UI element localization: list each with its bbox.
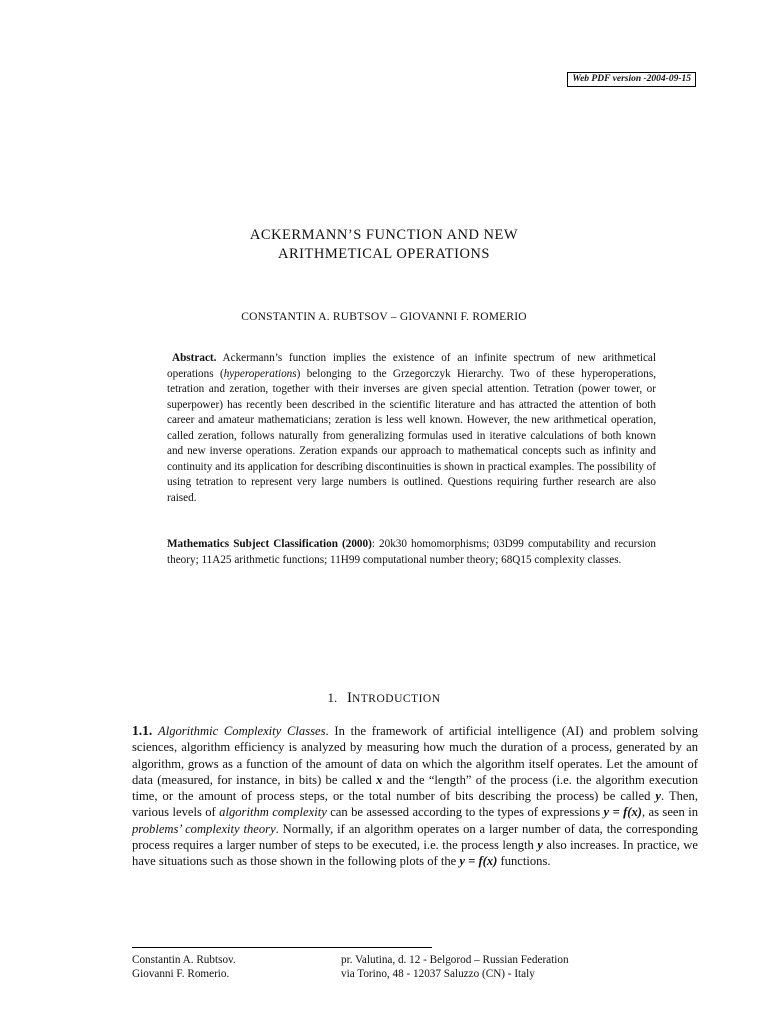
title-line-1: ACKERMANN’S FUNCTION AND NEW — [249, 227, 519, 243]
abstract-text-2: ) belonging to the Grzegorczyk Hierarchy. Two of these hyperoperations, tetration and zeration, together with their inverses are given special attention. Tetration (power tower, or superpower) has recently been described in the scientific literature and has attracted the attention of both career and amateur mathematicians; zeration is less well known. However, the new arithmetical operation, called zeration, follows naturally from generalizing formulas used in iterative calculations of both known and new inverse operations. Zeration expands our approach to mathematical concepts such as infinity and continuity and its application for describing discontinuities is shown in practical examples. The possibility of using tetration to represent very large numbers is outlined. Questions requiring further research are also raised. — [167, 367, 657, 504]
intro-text-2: and the “length” of the process (i.e. the algorithm execution time, or the amount of process steps, or the total number of bits describing the process) be called — [132, 772, 698, 804]
intro-text-5: , as seen in — [641, 805, 699, 820]
intro-text-6: . Normally, if an algorithm operates on a larger number of data, the corresponding process requires a larger number of steps to be executed, i.e. the process length — [132, 821, 698, 853]
term-problems-complexity-theory: problems’ complexity theory — [132, 821, 276, 836]
subsection-heading: Algorithmic Complexity Classes — [158, 724, 326, 738]
footnote-name-1: Constantin A. Rubtsov. — [132, 954, 236, 966]
footnote-address-1: pr. Valutina, d. 12 - Belgorod – Russian Federation — [341, 954, 569, 966]
abstract-paragraph — [167, 351, 656, 506]
paper-title — [0, 226, 768, 264]
formula-2: y = f(x) — [459, 854, 498, 869]
intro-text-1: . In the framework of artificial intelligence (AI) and problem solving sciences, algorithm efficiency is analyzed by measuring how much the duration of a process, generated by an algorithm, grows as a function of the amount of data on which the algorithm itself operates. Let the amount of data (measured, for instance, in bits) be called — [132, 724, 698, 787]
section-title-rest: NTRODUCTION — [351, 693, 441, 705]
footnote-rule — [132, 947, 432, 948]
var-y-1: y — [655, 789, 661, 804]
abstract-hyperoperations: hyperoperations — [223, 367, 297, 380]
var-y-2: y — [537, 838, 543, 853]
intro-text-8: functions. — [497, 854, 551, 869]
intro-text-3: . Then, various levels of — [132, 789, 698, 820]
subsection-number: 1.1. — [132, 723, 153, 738]
section-number: 1. — [327, 690, 338, 705]
msc-text: : 20k30 homomorphisms; 03D99 computability and recursion theory; 11A25 arithmetic functions; 11H99 computational number theory; 68Q15 complexity classes. — [167, 538, 656, 566]
section-title-initial: I — [346, 690, 352, 706]
abstract-label: Abstract. — [172, 352, 217, 364]
footnote-name-2: Giovanni F. Romerio. — [132, 968, 230, 980]
intro-text-7: also increases. In practice, we have situations such as those shown in the following plots of the — [132, 838, 698, 869]
footnote-address-2: via Torino, 48 - 12037 Saluzzo (CN) - Italy — [341, 968, 535, 980]
section-heading-introduction — [0, 690, 768, 707]
term-algorithm-complexity: algorithm complexity — [219, 805, 327, 820]
authors-line: CONSTANTIN A. RUBTSOV – GIOVANNI F. ROMERIO — [241, 311, 527, 323]
var-x: x — [376, 772, 383, 787]
abstract-text-1: Ackermann’s function implies the existence of an infinite spectrum of new arithmetical operations ( — [167, 352, 656, 380]
msc-paragraph — [167, 537, 656, 568]
msc-label: Mathematics Subject Classification (2000) — [167, 538, 372, 550]
intro-paragraph — [132, 723, 698, 870]
intro-text-4: can be assessed according to the types of expressions — [326, 805, 604, 820]
formula-1: y = f(x) — [603, 805, 642, 820]
version-stamp: Web PDF version -2004-09-15 — [567, 72, 696, 87]
title-line-2: ARITHMETICAL OPERATIONS — [278, 246, 490, 262]
